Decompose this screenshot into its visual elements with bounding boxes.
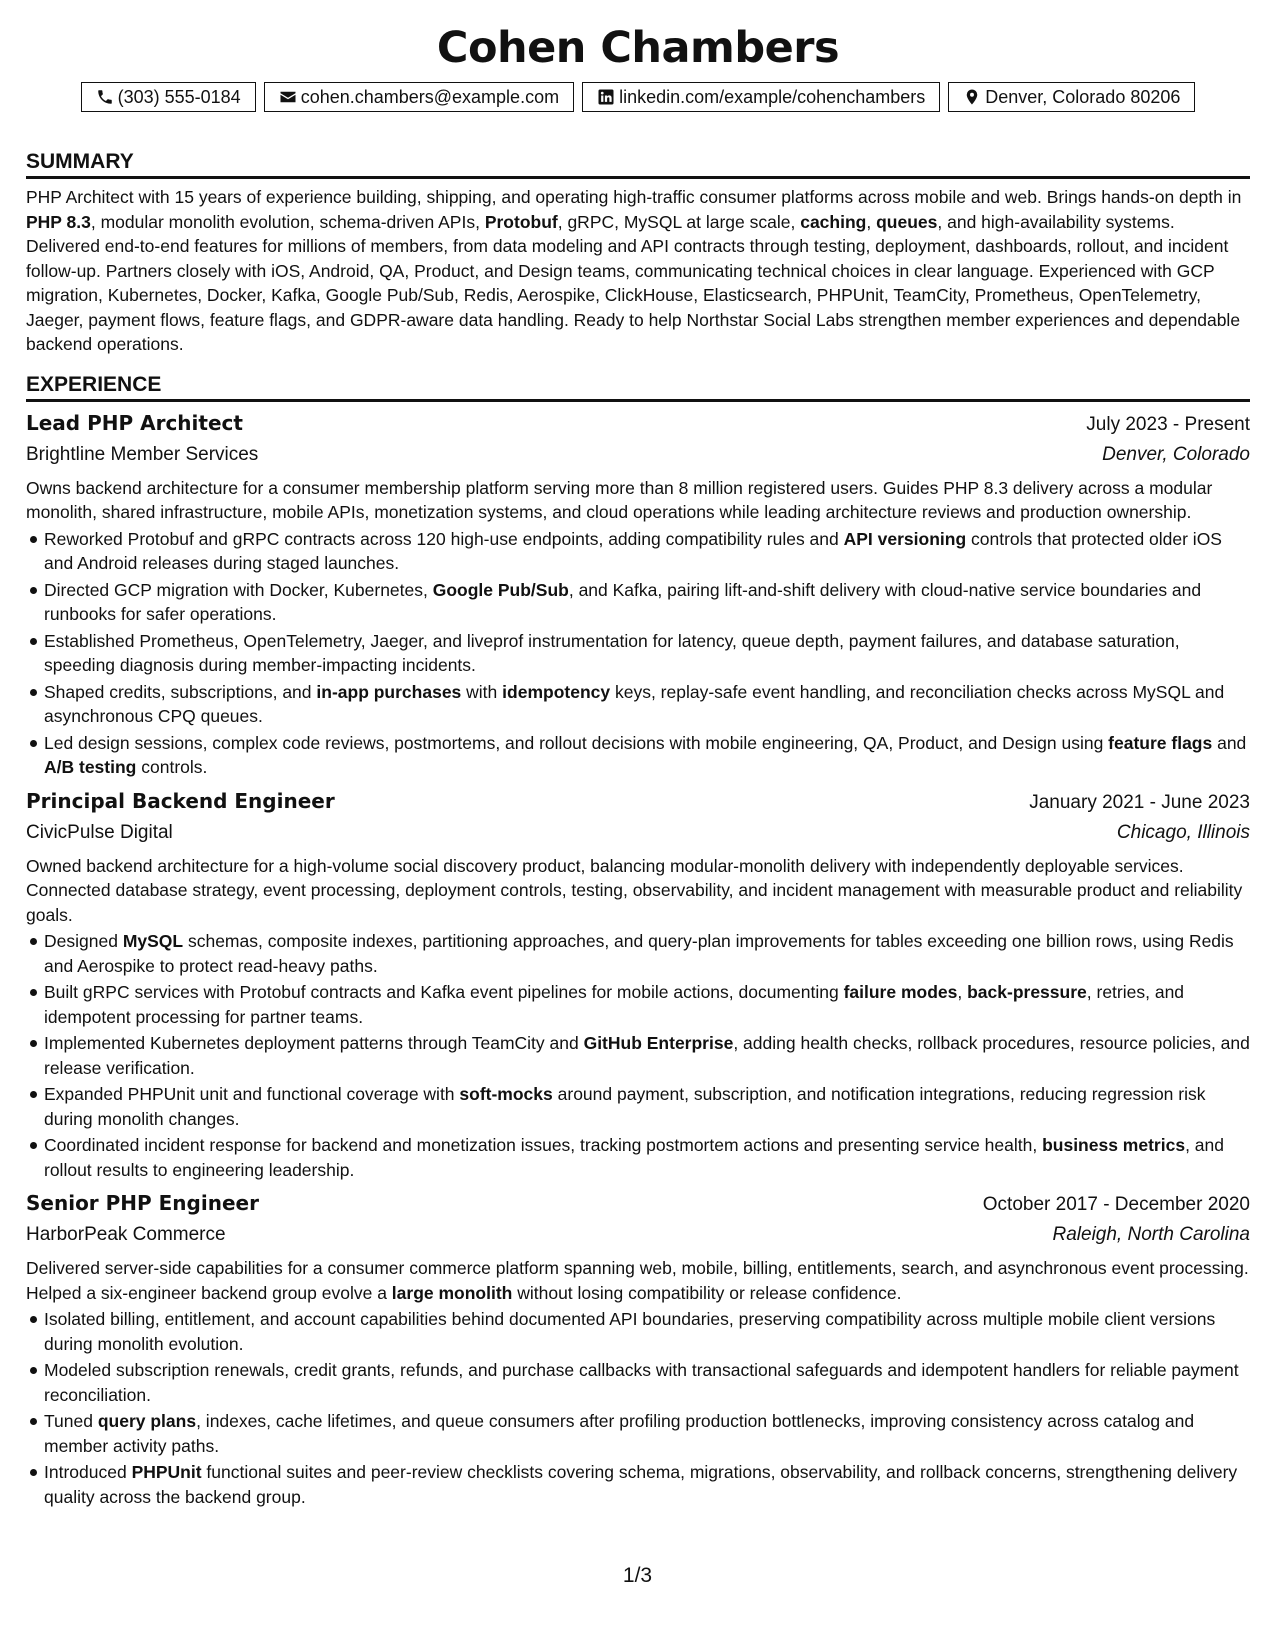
job-description xyxy=(26,1256,1250,1305)
company-name: Brightline Member Services xyxy=(26,443,259,465)
bullet-item xyxy=(44,1133,1250,1182)
linkedin-text: linkedin.com/example/cohenchambers xyxy=(619,86,926,107)
summary-heading: SUMMARY xyxy=(26,148,1250,179)
summary-section xyxy=(26,148,1250,357)
summary-text xyxy=(26,185,1250,357)
text-run: and xyxy=(1212,732,1247,753)
job-dates: July 2023 - Present xyxy=(1086,413,1250,435)
company-name: CivicPulse Digital xyxy=(26,821,173,843)
job-entry xyxy=(26,1188,1250,1509)
job-location: Denver, Colorado xyxy=(1102,443,1250,465)
text-run: Isolated billing, entitlement, and account capabilities behind documented API boundaries, preserving compatibility across multiple mobile client versions during monolith evolution. xyxy=(44,1309,1216,1354)
bullet-item xyxy=(44,731,1250,780)
company-name: HarborPeak Commerce xyxy=(26,1224,226,1245)
bullet-item xyxy=(44,1409,1250,1458)
bold-keyword: API versioning xyxy=(843,528,967,549)
bold-keyword: queues xyxy=(876,211,938,232)
job-bullets xyxy=(26,527,1250,780)
text-run: Expanded PHPUnit unit and functional coverage with xyxy=(44,1084,460,1104)
text-run: Designed xyxy=(44,931,123,951)
email-chip[interactable] xyxy=(264,82,574,112)
bold-keyword: A/B testing xyxy=(44,757,137,777)
candidate-name: Cohen Chambers xyxy=(436,23,840,73)
resume-page xyxy=(26,20,1250,1509)
text-run: , xyxy=(866,211,877,232)
linkedin-chip[interactable] xyxy=(582,82,940,112)
text-run: Shaped credits, subscriptions, and xyxy=(44,681,317,702)
job-title: Principal Backend Engineer xyxy=(26,788,335,813)
bullet-item xyxy=(44,578,1250,627)
job-description xyxy=(26,476,1250,525)
text-run: PHP Architect with 15 years of experience building, shipping, and operating high-traffic consumer platforms across mobile and web. Brings hands-on depth in xyxy=(26,187,1242,207)
text-run: Coordinated incident response for backend and monetization issues, tracking postmortem actions and presenting service health, xyxy=(44,1135,1043,1155)
bold-keyword: Protobuf xyxy=(484,211,558,232)
text-run: around payment, subscription, and notification integrations, reducing regression risk during monolith changes. xyxy=(44,1084,1206,1129)
map-pin-icon xyxy=(963,88,981,106)
text-run: , and Kafka, pairing lift-and-shift delivery with cloud-native service boundaries and runbooks for safer operations. xyxy=(44,579,1202,624)
bold-keyword: PHPUnit xyxy=(131,1462,202,1482)
bold-keyword: feature flags xyxy=(1108,732,1213,753)
linkedin-icon xyxy=(597,88,615,106)
location-text: Denver, Colorado 80206 xyxy=(985,86,1181,107)
text-run: , and rollout results to engineering leadership. xyxy=(44,1135,1224,1180)
bullet-item xyxy=(44,980,1250,1029)
phone-text: (303) 555-0184 xyxy=(117,86,241,107)
bold-keyword: caching xyxy=(800,211,867,232)
bold-keyword: large monolith xyxy=(391,1282,513,1303)
text-run: , indexes, cache lifetimes, and queue consumers after profiling production bottlenecks, improving consistency across catalog and member activity paths. xyxy=(44,1411,1195,1456)
bold-keyword: in-app purchases xyxy=(316,681,462,702)
phone-chip xyxy=(81,82,256,112)
envelope-icon xyxy=(279,88,297,106)
text-run: Tuned xyxy=(44,1411,98,1431)
bold-keyword: soft-mocks xyxy=(459,1084,553,1104)
bullet-item xyxy=(44,680,1250,729)
job-location: Chicago, Illinois xyxy=(1116,821,1250,843)
bold-keyword: idempotency xyxy=(502,681,611,702)
text-run: , modular monolith evolution, schema-driven APIs, xyxy=(90,211,485,232)
job-title: Senior PHP Engineer xyxy=(26,1191,259,1215)
text-run: Established Prometheus, OpenTelemetry, Jaeger, and liveprof instrumentation for latency, queue depth, payment failures, and database saturation, speeding diagnosis during member-impacting incidents. xyxy=(44,630,1180,675)
text-run: Reworked Protobuf and gRPC contracts across 120 high-use endpoints, adding compatibility rules and xyxy=(44,528,844,549)
job-bullets xyxy=(26,1307,1250,1509)
text-run: with xyxy=(461,681,503,702)
experience-section xyxy=(26,371,1250,1510)
text-run: schemas, composite indexes, partitioning approaches, and query-plan improvements for tables exceeding one billion rows, using Redis and Aerospike to protect read-heavy paths. xyxy=(44,931,1234,976)
bold-keyword: GitHub Enterprise xyxy=(583,1033,734,1053)
location-chip xyxy=(948,82,1195,112)
bullet-item xyxy=(44,1307,1250,1356)
email-text: cohen.chambers@example.com xyxy=(300,86,560,107)
job-entry xyxy=(26,786,1250,1183)
job-dates: October 2017 - December 2020 xyxy=(982,1194,1250,1215)
job-entry xyxy=(26,408,1250,780)
text-run: Owned backend architecture for a high-volume social discovery product, balancing modular-monolith delivery with independently deployable services. Connected database strategy, event processing, deployment controls, testing, observability, and incident management with measurable product and reliability goals. xyxy=(26,855,1243,925)
bullet-item xyxy=(44,929,1250,978)
bold-keyword: PHP 8.3 xyxy=(26,211,91,232)
bullet-item xyxy=(44,527,1250,576)
text-run: keys, replay-safe event handling, and reconciliation checks across MySQL and asynchronous CPQ queues. xyxy=(44,681,1225,726)
bullet-item xyxy=(44,1460,1250,1509)
text-run: without losing compatibility or release confidence. xyxy=(512,1282,902,1303)
text-run: , gRPC, MySQL at large scale, xyxy=(557,211,801,232)
bold-keyword: back-pressure xyxy=(967,982,1087,1002)
text-run: , retries, and idempotent processing for partner teams. xyxy=(44,982,1185,1027)
text-run: Owns backend architecture for a consumer membership platform serving more than 8 million registered users. Guides PHP 8.3 delivery across a modular monolith, shared infrastructure, mobile APIs, monetization systems, and cloud operations while leading architecture reviews and production ownership. xyxy=(26,477,1213,522)
text-run: Modeled subscription renewals, credit grants, refunds, and purchase callbacks with transactional safeguards and idempotent handlers for reliable payment reconciliation. xyxy=(44,1360,1239,1405)
text-run: Implemented Kubernetes deployment patterns through TeamCity and xyxy=(44,1033,584,1053)
text-run: Introduced xyxy=(44,1462,132,1482)
bullet-item xyxy=(44,629,1250,678)
job-location: Raleigh, North Carolina xyxy=(1052,1224,1250,1245)
text-run: Built gRPC services with Protobuf contracts and Kafka event pipelines for mobile actions, documenting xyxy=(44,982,844,1002)
text-run: Delivered server-side capabilities for a consumer commerce platform spanning web, mobile, billing, entitlements, search, and asynchronous event processing. Helped a six-engineer backend group evolve a xyxy=(26,1258,1249,1303)
bullet-item xyxy=(44,1082,1250,1131)
job-description xyxy=(26,854,1250,928)
experience-heading: EXPERIENCE xyxy=(26,371,1250,402)
bullet-item xyxy=(44,1358,1250,1407)
page-number: 1/3 xyxy=(622,1564,653,1587)
contact-row xyxy=(26,82,1250,112)
bold-keyword: MySQL xyxy=(122,931,184,951)
bold-keyword: Google Pub/Sub xyxy=(432,579,569,600)
bold-keyword: business metrics xyxy=(1042,1135,1186,1155)
text-run: , xyxy=(957,982,968,1002)
bullet-item xyxy=(44,1031,1250,1080)
text-run: Led design sessions, complex code reviews, postmortems, and rollout decisions with mobile engineering, QA, Product, and Design using xyxy=(44,732,1109,753)
job-title: Lead PHP Architect xyxy=(26,410,243,435)
text-run: controls. xyxy=(136,757,208,777)
job-bullets xyxy=(26,929,1250,1182)
text-run: controls that protected older iOS and Android releases during staged launches. xyxy=(44,528,1222,573)
job-dates: January 2021 - June 2023 xyxy=(1029,791,1250,813)
bold-keyword: failure modes xyxy=(843,982,958,1002)
phone-icon xyxy=(96,88,114,106)
text-run: , adding health checks, rollback procedures, resource policies, and release verification. xyxy=(44,1033,1250,1078)
bold-keyword: query plans xyxy=(97,1411,197,1431)
text-run: , and high-availability systems. Delivered end-to-end features for millions of members, from data modeling and API contracts through testing, deployment, dashboards, rollout, and incident follow-up. Partners closely with iOS, Android, QA, Product, and Design teams, communicating technical choices in clear language. Experienced with GCP migration, Kubernetes, Docker, Kafka, Google Pub/Sub, Redis, Aerospike, ClickHouse, Elasticsearch, PHPUnit, TeamCity, Prometheus, OpenTelemetry, Jaeger, payment flows, feature flags, and GDPR-aware data handling. Ready to help Northstar Social Labs strengthen member experiences and dependable backend operations. xyxy=(26,211,1241,354)
text-run: functional suites and peer-review checklists covering schema, migrations, observability, and rollback concerns, strengthening delivery quality across the backend group. xyxy=(44,1462,1238,1507)
text-run: Directed GCP migration with Docker, Kubernetes, xyxy=(44,579,433,600)
